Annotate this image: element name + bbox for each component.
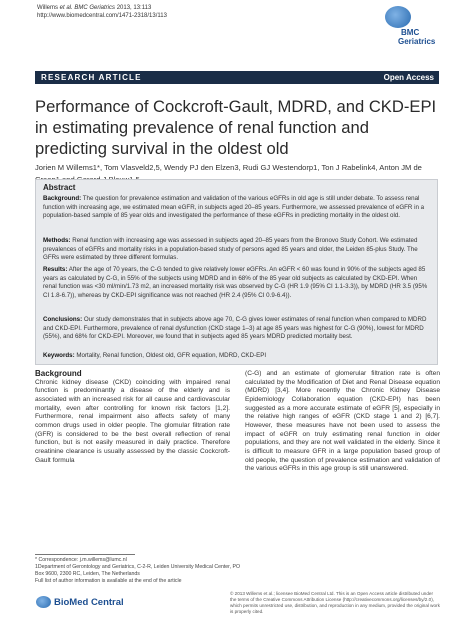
author-info-footnote: Full list of author information is available at the end of the article	[35, 578, 182, 584]
abstract-keywords	[43, 352, 431, 361]
article-type-label: RESEARCH ARTICLE	[41, 73, 142, 82]
bmc-geriatrics-logo	[383, 6, 441, 58]
citation-italic: et al. BMC Geriatrics	[59, 5, 116, 11]
biomed-central-logo: BioMed Central	[54, 597, 124, 608]
abstract-conclusions	[43, 316, 431, 342]
copyright-notice: © 2013 Willems et al.; licensee BioMed Central Ltd. This is an Open Access article distributed under the terms of the Creative Commons Attribution License (http://creativecommons.org/licenses/by/2.0), which permits unrestricted use, distribution, and reproduction in any medium, provided the original work is properly cited.	[230, 591, 440, 614]
abstract-methods-text: Renal function with increasing age was assessed in subjects aged 20–85 years from the Bronovo Study Cohort. We estimated prevalences of eGFRs and mortality risks in a population-based study of persons aged 85 years and older, the Leiden 85-plus Study. The GFRs were estimated by three different formulas.	[43, 237, 418, 262]
background-heading: Background	[35, 369, 82, 378]
body-left-text: Chronic kidney disease (CKD) coinciding with impaired renal function is predominantly a disease of the elderly and is associated with an increased risk for all cause and cardiovascular mortality, even after controlling for known risk factors [1,2]. Furthermore, renal impairment also affects safety of many common drugs used in older people. The glomular filtration rate (GFR) is considered to be the best overall reflection of renal function, but is not easily measured in daily practice. Therefore creatinine clearance is usually assessed by the classic Cockcroft-Gault formula	[35, 378, 230, 464]
abstract-conclusions-label: Conclusions:	[43, 316, 83, 323]
logo-globe-icon	[385, 6, 411, 28]
body-left-column	[35, 370, 230, 465]
logo-line2: Geriatrics	[398, 37, 436, 46]
abstract-methods-label: Methods:	[43, 237, 71, 244]
body-right-column: (C-G) and an estimate of glomerular filtration rate is often calculated by the Modification of Diet and Renal Disease equation (MDRD) [3,4]. More recently the Chronic Kidney Disease Epidemiology Collaboration equation (CKD-EPI) has been suggested as a more accurate estimate of eGFR [5], especially in the relative high ranges of eGFR (CKD stage 1 and 2) [6,7]. However, these measures have not been used to assess the impact of eGFR on truly estimating renal function in older populations, and they are not well validated in the elderly. Since it is difficult to measure GFR in a large population based group of old people, the question of prevalence estimation and validation of the various eGFRs in this age group is still unanswered.	[245, 370, 440, 473]
open-access-label: Open Access	[383, 73, 434, 82]
article-url[interactable]: http://www.biomedcentral.com/1471-2318/13/113	[37, 13, 167, 19]
article-title: Performance of Cockcroft-Gault, MDRD, and CKD-EPI in estimating prevalence of renal function and predicting survival in the oldest old	[35, 97, 437, 158]
abstract-background-text: The question for prevalence estimation and validation of the various eGFRs in old age is still under debate. To assess renal function with increasing age, we estimated mean eGFR, in subjects aged 20–85 years. Furthermore, we assessed prevalence of eGFR in a population-based sample of 85 year olds and investigated the performance of these eGFRs in predicting mortality in the oldest old.	[43, 195, 425, 220]
abstract-conclusions-text: Our study demonstrates that in subjects above age 70, C-G gives lower estimates of renal function when compared to MDRD and CKD-EPI. Furthermore, prevalence of renal dysfunction (CKD stage 1–3) at age 85 years was highest for C-G (90%), lowest for MDRD (55%), and 68% for CKD-EPI. Moreover, we found that in subjects aged 85 years MDRD predicted mortality best.	[43, 316, 427, 341]
abstract-results-label: Results:	[43, 266, 68, 273]
abstract-keywords-text: Mortality, Renal function, Oldest old, GFR equation, MDRD, CKD-EPI	[74, 352, 267, 359]
abstract-heading: Abstract	[43, 183, 76, 192]
abstract-background-label: Background:	[43, 195, 82, 202]
abstract-background	[43, 195, 431, 221]
abstract-box	[35, 179, 438, 365]
abstract-methods	[43, 237, 431, 263]
affiliation-footnote: 1Department of Gerontology and Geriatrics, C-2-R, Leiden University Medical Center, PO Box 9600, 2300 RC, Leiden, The Netherlands	[35, 564, 240, 577]
abstract-results	[43, 266, 431, 300]
abstract-results-text: After the age of 70 years, the C-G tended to give relatively lower eGFRs. An eGFR < 60 was found in 90% of the subjects aged 85 years as calculated by C-G, in 55% of the subjects using MDRD and in 68% of the 85 year old subjects as calculated by CKD-EPI. When renal function was <30 ml/min/1.73 m2, an increased mortality risk was observed by C-G (HR 1.9 (95% CI 1.1-3.3)), by MDRD (HR 3.5 (95% CI 1.8-6.7)), whereas by CKD-EPI significance was not reached (HR 2.4 (95% CI 0.9-6.4)).	[43, 266, 428, 299]
citation-prefix: Willems	[37, 5, 60, 11]
citation-suffix: 2013, 13:113	[115, 5, 152, 11]
article-type-banner	[35, 71, 439, 84]
correspondence-footnote: * Correspondence: j.m.willems@lumc.nl	[35, 557, 127, 563]
footnote-divider	[35, 554, 135, 555]
logo-line1: BMC	[401, 28, 420, 37]
author-list: Jorien M Willems1*, Tom Vlasveld2,5, Wendy PJ den Elzen3, Rudi GJ Westendorp1, Ton J Rabelink4, Anton JM de	[35, 163, 422, 172]
journal-citation-line	[37, 4, 151, 12]
biomed-central-icon	[36, 596, 51, 608]
abstract-keywords-label: Keywords:	[43, 352, 75, 359]
